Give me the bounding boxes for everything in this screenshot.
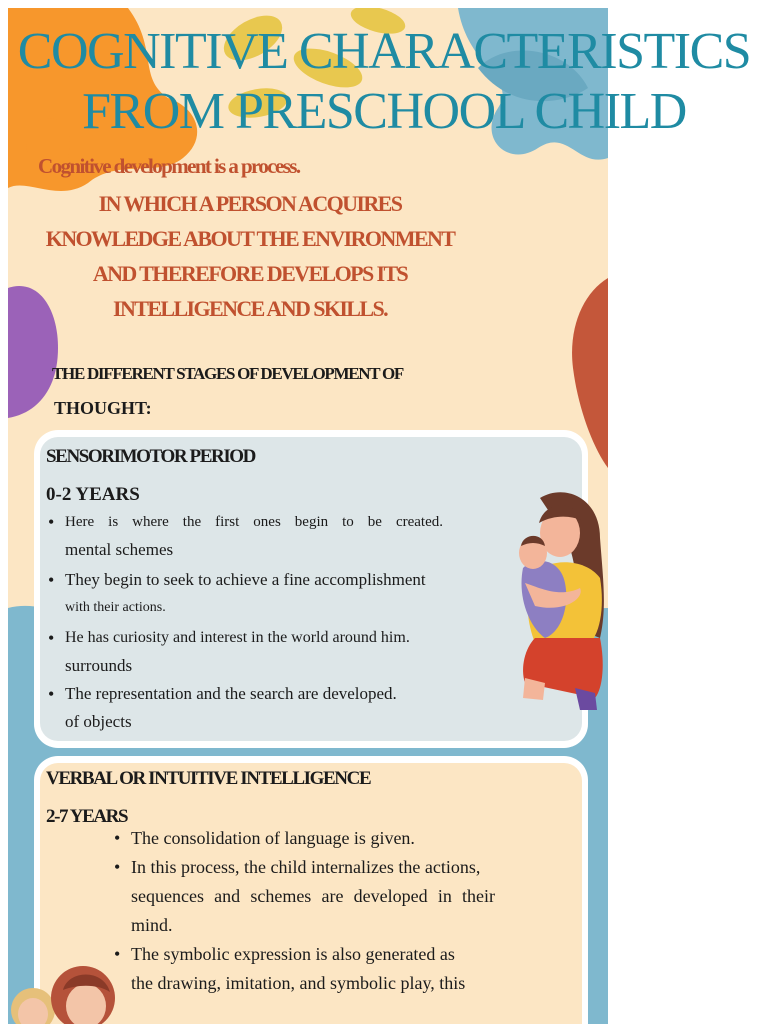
list-item-line: surrounds bbox=[65, 656, 133, 675]
list-item bbox=[131, 940, 495, 998]
list-item bbox=[65, 508, 443, 564]
list-item-line: of objects bbox=[65, 712, 132, 731]
list-item-line: sequences and schemes are developed in their bbox=[131, 886, 495, 906]
page-title bbox=[0, 22, 768, 142]
sensorimotor-list bbox=[65, 508, 443, 736]
list-item-line: with their actions. bbox=[65, 600, 166, 615]
list-item bbox=[65, 624, 443, 680]
list-item bbox=[131, 824, 495, 853]
list-item bbox=[65, 680, 443, 736]
intro-line: KNOWLEDGE ABOUT THE ENVIRONMENT bbox=[45, 226, 455, 251]
list-item-line: • The symbolic expression is also generated as bbox=[131, 944, 455, 964]
list-item bbox=[65, 566, 443, 622]
verbal-list bbox=[131, 824, 495, 998]
list-item-line: • In this process, the child internalizes the actions, bbox=[131, 857, 481, 877]
list-item-line: the drawing, imitation, and symbolic play, this bbox=[131, 973, 466, 993]
list-item-line: • The consolidation of language is given. bbox=[131, 828, 415, 848]
list-item-line: • They begin to seek to achieve a fine accomplishment bbox=[65, 570, 426, 589]
list-item-line: mental schemes bbox=[65, 540, 174, 559]
intro-line: AND THEREFORE DEVELOPS ITS bbox=[92, 261, 408, 286]
family-illustration bbox=[8, 960, 118, 1024]
verbal-age: 2-7 YEARS bbox=[46, 806, 128, 827]
verbal-title: VERBAL OR INTUITIVE INTELLIGENCE bbox=[46, 768, 371, 789]
list-item-line: • Here is where the first ones begin to be created. bbox=[65, 514, 443, 530]
stages-heading: THE DIFFERENT STAGES OF DEVELOPMENT OF bbox=[52, 364, 403, 383]
mother-holding-baby-illustration bbox=[505, 488, 615, 718]
list-item-line: • He has curiosity and interest in the world around him. bbox=[65, 629, 410, 646]
list-item-line: mind. bbox=[131, 915, 173, 935]
sensorimotor-age: 0-2 YEARS bbox=[46, 484, 140, 505]
stages-heading-continued: THOUGHT: bbox=[54, 398, 152, 418]
intro-statement bbox=[20, 186, 480, 326]
list-item bbox=[131, 853, 495, 940]
intro-line: IN WHICH A PERSON ACQUIRES bbox=[98, 191, 402, 216]
intro-first-line: Cognitive development is a process. bbox=[38, 154, 300, 178]
sensorimotor-title: SENSORIMOTOR PERIOD bbox=[46, 446, 256, 467]
intro-line: INTELLIGENCE AND SKILLS. bbox=[113, 296, 387, 321]
list-item-line: • The representation and the search are developed. bbox=[65, 684, 397, 703]
title-line-2: FROM PRESCHOOL CHILD bbox=[82, 83, 686, 140]
title-line-1: COGNITIVE CHARACTERISTICS bbox=[17, 23, 751, 80]
